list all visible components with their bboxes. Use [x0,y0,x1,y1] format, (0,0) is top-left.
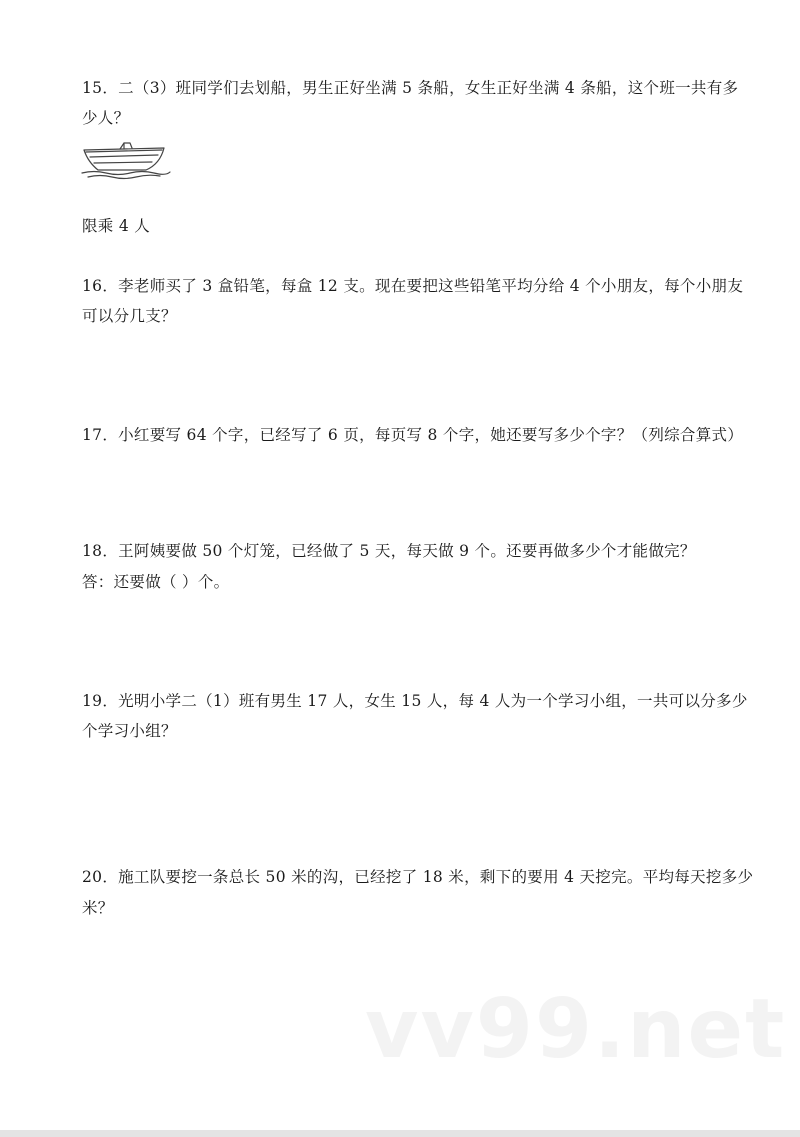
question-18-answer-line: 答：还要做（ ）个。 [82,573,230,591]
question-20-line-1: 20．施工队要挖一条总长 50 米的沟，已经挖了 18 米，剩下的要用 4 天挖完。平均每天挖多少 [82,868,754,886]
question-15-note: 限乘 4 人 [82,217,151,235]
page-bottom-edge [0,1130,800,1137]
boat-illustration [80,140,172,180]
question-19-line-1: 19．光明小学二（1）班有男生 17 人，女生 15 人，每 4 人为一个学习小组，一共可以分多少 [82,692,748,710]
question-16-line-2: 可以分几支？ [82,307,177,325]
question-17-line-1: 17．小红要写 64 个字，已经写了 6 页，每页写 8 个字，她还要写多少个字？（列综合算式） [82,426,744,444]
watermark: vv99.net [365,982,787,1077]
question-19-line-2: 个学习小组？ [82,722,177,740]
question-15-line-1: 15．二（3）班同学们去划船，男生正好坐满 5 条船，女生正好坐满 4 条船，这个班一共有多 [82,79,739,97]
question-20-line-2: 米？ [82,899,114,917]
question-16-line-1: 16．李老师买了 3 盒铅笔，每盒 12 支。现在要把这些铅笔平均分给 4 个小朋友，每个小朋友 [82,277,744,295]
question-15-line-2: 少人？ [82,109,130,127]
question-18-line-1: 18．王阿姨要做 50 个灯笼，已经做了 5 天，每天做 9 个。还要再做多少个才能做完？ [82,542,696,560]
